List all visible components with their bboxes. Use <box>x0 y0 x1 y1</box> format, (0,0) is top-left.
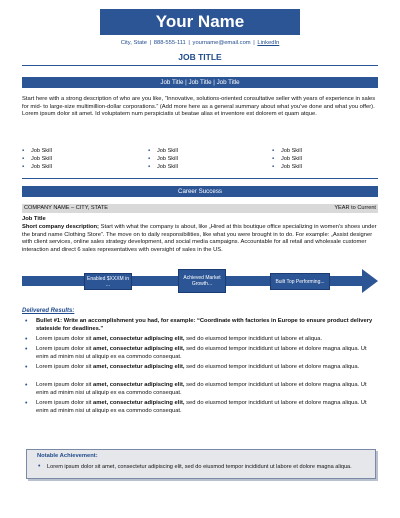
bullet-icon: • <box>25 318 28 325</box>
company-description-lead: Short company description; <box>22 224 99 230</box>
skill-item: ▪ Job Skill <box>22 148 52 154</box>
job-title-heading: JOB TITLE <box>178 52 222 62</box>
notable-achievement-box <box>26 449 376 479</box>
skill-item: ▪ Job Skill <box>272 148 302 154</box>
bullet-icon: • <box>25 336 28 343</box>
result-item: • Lorem ipsum dolor sit amet, consectetur adipiscing elit, sed do eiusmod tempor incididunt ut labore et dolore magna aliqua. <box>25 364 360 371</box>
company-name-location: COMPANY NAME – CITY, STATE <box>24 205 109 211</box>
divider <box>22 65 378 66</box>
skill-item: ▪ Job Skill <box>148 156 178 162</box>
result-item: • Lorem ipsum dolor sit amet, consectetur adipiscing elit, sed do eiusmod tempor incididunt ut labore et dolore magna aliqua. Ut enim ad minim nisi ut aliquip ex ea commodo consequat. <box>25 382 367 396</box>
career-success-bar: Career Success <box>22 186 378 197</box>
result-item: • Bullet #1: Write an accomplishment you had, for example: “Coordinate with factories in Europe to ensure product delivery stateside for deadlines.” <box>25 318 373 332</box>
company-dates: YEAR to Current <box>334 205 376 211</box>
bullet-icon: ▪ <box>22 164 25 170</box>
contact-separator: | <box>253 40 255 46</box>
bullet-icon: • <box>25 400 28 407</box>
bullet-icon: ▪ <box>148 148 151 154</box>
bullet-icon: ▪ <box>22 148 25 154</box>
role-title: Job Title <box>22 216 46 222</box>
bullet-icon: ▪ <box>148 156 151 162</box>
company-description-body: Start with what the company is about, like „Hired at this boutique office specializing in women’s shoes under the brand name Clothing Store”. The move on to daily responsibilities, like what you were brought in to do. For example: „Assist designer with client services, online sales strategy development, and social media campaigns. Accountable for all retail and wholesale customer interaction and direct 6 sales representatives with oversight of sales in the US. <box>22 224 377 253</box>
title-bar: Job Title | Job Title | Job Title <box>22 77 378 88</box>
summary-paragraph: Start here with a strong description of who are you like, “Innovative, solutions-oriented consultative seller with years of experience in sales for mid- to large-size multimillion-dollar corporations.” (Add more here as a general summary about what you’ve done and what you offer). Lorem ipsum dolor sit amet. Id voluptatem num perspiciatis ut beatae alias et inventore est dolorem et quam atque. <box>22 96 376 118</box>
contact-separator: | <box>188 40 190 46</box>
skill-item: ▪ Job Skill <box>148 148 178 154</box>
skill-item: ▪ Job Skill <box>148 164 178 170</box>
bullet-icon: ▪ <box>148 164 151 170</box>
growth-arrow <box>22 266 378 296</box>
bullet-icon: ▪ <box>272 148 275 154</box>
notable-achievement-title: Notable Achievement: <box>37 453 98 459</box>
notable-achievement-text: • Lorem ipsum dolor sit amet, consectetur adipiscing elit, sed do eiusmod tempor incididunt ut labore et dolore magna aliqua. <box>38 463 352 470</box>
result-item: • Lorem ipsum dolor sit amet, consectetur adipiscing elit, sed do eiusmod tempor incididunt ut labore et dolore magna aliqua. Ut enim ad minim nisi ut aliquip ex ea commodo consequat. <box>25 400 367 414</box>
bullet-icon: • <box>38 463 41 470</box>
skill-item: ▪ Job Skill <box>22 156 52 162</box>
growth-step-1: Enabled $XXXM in ... <box>84 273 132 290</box>
skill-item: ▪ Job Skill <box>272 156 302 162</box>
result-item: • Lorem ipsum dolor sit amet, consectetur adipiscing elit, sed do eiusmod tempor incididunt ut labore et dolore magna aliqua. Ut enim ad minim nisi ut aliquip ex ea commodo consequat. <box>25 346 367 360</box>
delivered-results-heading: Delivered Results: <box>22 308 75 314</box>
bullet-icon: ▪ <box>272 164 275 170</box>
company-description <box>22 224 378 254</box>
growth-step-3: Built Top Performing... <box>270 273 330 290</box>
growth-step-2: Achieved Market Growth... <box>178 269 226 293</box>
contact-email[interactable]: yourname@email.com <box>192 40 251 46</box>
contact-line <box>0 40 400 46</box>
contact-location: City, State <box>120 40 147 46</box>
skill-item: ▪ Job Skill <box>22 164 52 170</box>
bullet-icon: • <box>25 346 28 353</box>
name-banner: Your Name <box>100 9 300 35</box>
bullet-icon: • <box>25 364 28 371</box>
company-row <box>22 204 378 213</box>
skill-item: ▪ Job Skill <box>272 164 302 170</box>
bullet-icon: • <box>25 382 28 389</box>
contact-separator: | <box>149 40 152 46</box>
divider <box>22 178 378 179</box>
bullet-icon: ▪ <box>22 156 25 162</box>
contact-phone: 888-555-111 <box>153 40 186 46</box>
linkedin-link[interactable]: LinkedIn <box>257 40 280 46</box>
bullet-icon: ▪ <box>272 156 275 162</box>
result-item: • Lorem ipsum dolor sit amet, consectetur adipiscing elit, sed do eiusmod tempor incididunt ut labore et aliqua. <box>25 336 323 343</box>
